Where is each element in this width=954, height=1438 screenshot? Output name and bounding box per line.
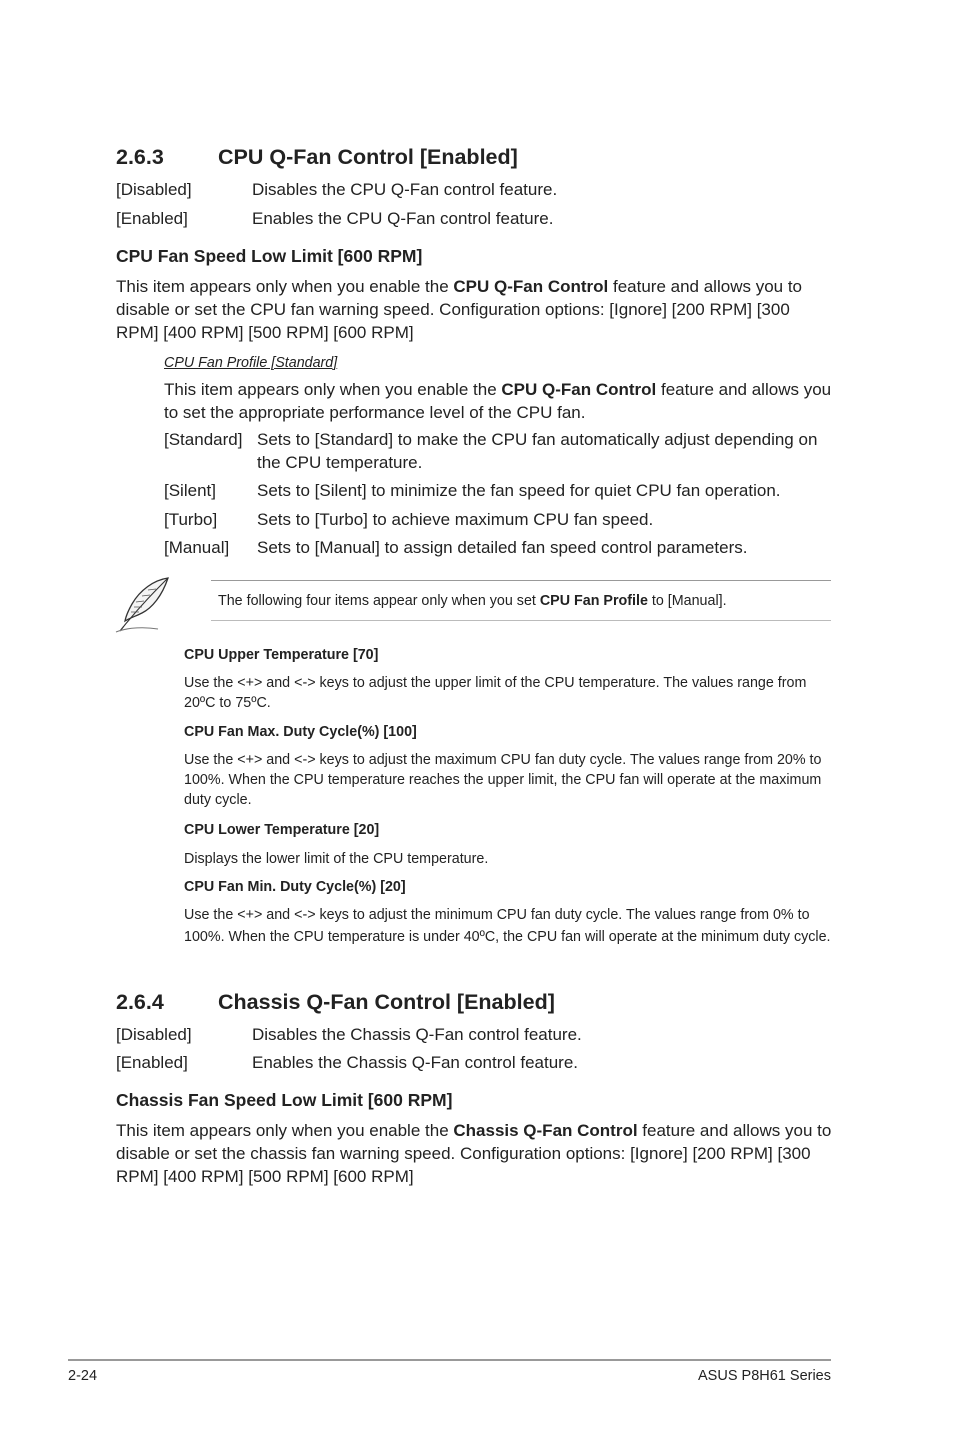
text: This item appears only when you enable the bbox=[164, 380, 502, 399]
section-2-6-4-number: 2.6.4 bbox=[116, 990, 164, 1014]
text: feature and allows you to disable or set the chassis fan warning speed. Configuration options: [Ignore] [200 RPM] [300 RPM] [400 RPM] [500 RPM] [600 RPM] bbox=[116, 1121, 832, 1186]
cpu-max-duty-title: CPU Fan Max. Duty Cycle(%) [100] bbox=[184, 724, 417, 740]
cpu-upper-temp-title: CPU Upper Temperature [70] bbox=[184, 647, 379, 663]
option-key: [Disabled] bbox=[116, 180, 192, 199]
text: This item appears only when you enable the bbox=[116, 1121, 454, 1140]
text: The following four items appear only when you set bbox=[218, 593, 540, 609]
note-text bbox=[218, 593, 727, 609]
cpu-upper-temp-desc: Use the <+> and <-> keys to adjust the upper limit of the CPU temperature. The values range from 20ºC to 75ºC. bbox=[184, 675, 807, 711]
section-2-6-3-number: 2.6.3 bbox=[116, 145, 164, 169]
bold-text: CPU Q-Fan Control bbox=[501, 380, 657, 399]
cpu-min-duty-desc: Use the <+> and <-> keys to adjust the minimum CPU fan duty cycle. The values range from 0% to 100%. When the CPU temperature is under 40ºC, the CPU fan will operate at the minimum duty cycle. bbox=[184, 907, 831, 945]
text: to [Manual]. bbox=[647, 593, 727, 609]
option-key: [Silent] bbox=[164, 481, 216, 500]
cpu-lower-temp-title: CPU Lower Temperature [20] bbox=[184, 822, 380, 838]
section-2-6-3-options bbox=[116, 178, 836, 238]
option-desc: Enables the CPU Q-Fan control feature. bbox=[252, 209, 554, 228]
cpu-fan-profile-desc bbox=[164, 378, 834, 424]
option-key: [Enabled] bbox=[116, 209, 188, 228]
option-desc: Sets to [Standard] to make the CPU fan automatically adjust depending on the CPU temperature. bbox=[257, 430, 818, 472]
cpu-lower-temp-desc: Displays the lower limit of the CPU temperature. bbox=[184, 851, 489, 867]
text: This item appears only when you enable the bbox=[116, 277, 454, 296]
document-title: ASUS P8H61 Series bbox=[698, 1368, 831, 1384]
bold-text: CPU Q-Fan Control bbox=[453, 277, 609, 296]
option-desc: Disables the CPU Q-Fan control feature. bbox=[252, 180, 558, 199]
text: feature and allows you to set the appropriate performance level of the CPU fan. bbox=[164, 380, 832, 422]
option-key: [Manual] bbox=[164, 538, 230, 557]
cpu-min-duty-title: CPU Fan Min. Duty Cycle(%) [20] bbox=[184, 879, 406, 895]
option-desc: Sets to [Silent] to minimize the fan speed for quiet CPU fan operation. bbox=[257, 481, 781, 500]
option-key: [Enabled] bbox=[116, 1053, 188, 1072]
option-desc: Sets to [Manual] to assign detailed fan speed control parameters. bbox=[257, 538, 748, 557]
cpu-low-limit-desc bbox=[116, 275, 836, 344]
bold-text: CPU Fan Profile bbox=[539, 593, 648, 609]
note-top-rule bbox=[211, 580, 831, 581]
note-bottom-rule bbox=[211, 620, 831, 621]
chassis-low-limit-title: Chassis Fan Speed Low Limit [600 RPM] bbox=[116, 1090, 453, 1110]
option-key: [Standard] bbox=[164, 430, 243, 449]
bold-text: Chassis Q-Fan Control bbox=[453, 1121, 638, 1140]
option-key: [Turbo] bbox=[164, 510, 218, 529]
feather-pen-icon bbox=[114, 574, 174, 634]
section-2-6-4-title: Chassis Q-Fan Control [Enabled] bbox=[218, 990, 555, 1014]
cpu-fan-profile-options bbox=[164, 428, 836, 563]
option-key: [Disabled] bbox=[116, 1025, 192, 1044]
option-desc: Sets to [Turbo] to achieve maximum CPU fan speed. bbox=[257, 510, 654, 529]
page-number: 2-24 bbox=[68, 1368, 98, 1384]
text: feature and allows you to disable or set the CPU fan warning speed. Configuration options: [Ignore] [200 RPM] [300 RPM] [400 RPM] [500 RPM] [600 RPM] bbox=[116, 277, 802, 342]
cpu-max-duty-desc: Use the <+> and <-> keys to adjust the maximum CPU fan duty cycle. The values range from 20% to 100%. When the CPU temperature reaches the upper limit, the CPU fan will operate at the maximum duty cycle. bbox=[184, 752, 822, 808]
section-2-6-4-options bbox=[116, 1023, 836, 1083]
footer-rule bbox=[68, 1359, 831, 1361]
section-2-6-3-title: CPU Q-Fan Control [Enabled] bbox=[218, 145, 518, 169]
option-desc: Disables the Chassis Q-Fan control feature. bbox=[252, 1025, 582, 1044]
option-desc: Enables the Chassis Q-Fan control feature. bbox=[252, 1053, 578, 1072]
cpu-low-limit-title: CPU Fan Speed Low Limit [600 RPM] bbox=[116, 246, 423, 266]
chassis-low-limit-desc bbox=[116, 1119, 836, 1188]
cpu-fan-profile-title: CPU Fan Profile [Standard] bbox=[164, 355, 338, 371]
